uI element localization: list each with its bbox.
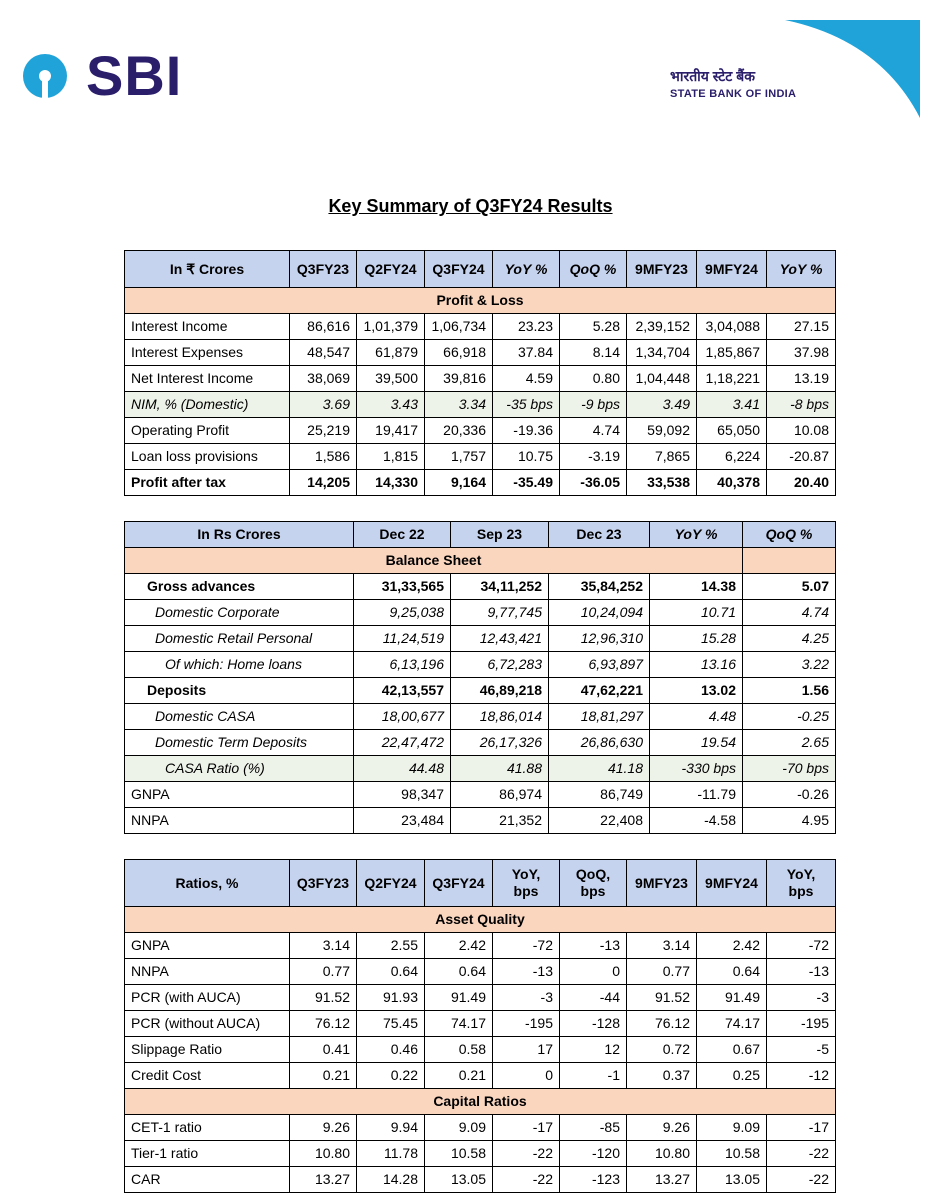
table-cell: 91.52 bbox=[627, 985, 697, 1011]
column-header: YoY % bbox=[650, 522, 743, 548]
table-cell: 3.14 bbox=[627, 933, 697, 959]
table-row bbox=[125, 340, 836, 366]
table-cell: 44.48 bbox=[354, 756, 451, 782]
section-row bbox=[125, 288, 836, 314]
table-cell: 17 bbox=[493, 1037, 560, 1063]
table-header-row bbox=[125, 251, 836, 288]
page-title: Key Summary of Q3FY24 Results bbox=[328, 196, 613, 216]
column-header: 9MFY24 bbox=[697, 860, 767, 907]
table-cell: -13 bbox=[560, 933, 627, 959]
table-row bbox=[125, 678, 836, 704]
row-label: NNPA bbox=[125, 808, 354, 834]
table-cell: 22,408 bbox=[549, 808, 650, 834]
table-cell: 5.07 bbox=[743, 574, 836, 600]
column-header: Dec 23 bbox=[549, 522, 650, 548]
table-cell: 31,33,565 bbox=[354, 574, 451, 600]
table-cell: 0.22 bbox=[357, 1063, 425, 1089]
table-cell: -0.26 bbox=[743, 782, 836, 808]
table-cell: -11.79 bbox=[650, 782, 743, 808]
table-cell: 0.37 bbox=[627, 1063, 697, 1089]
row-label: CASA Ratio (%) bbox=[125, 756, 354, 782]
table-cell: 4.74 bbox=[560, 418, 627, 444]
table-cell: 39,816 bbox=[425, 366, 493, 392]
table-cell: 37.84 bbox=[493, 340, 560, 366]
row-label: Domestic CASA bbox=[125, 704, 354, 730]
table-cell: 98,347 bbox=[354, 782, 451, 808]
table-cell: -5 bbox=[767, 1037, 836, 1063]
column-header: YoY % bbox=[767, 251, 836, 288]
table-cell: 14.38 bbox=[650, 574, 743, 600]
row-label: Interest Expenses bbox=[125, 340, 290, 366]
bank-name-hindi: भारतीय स्टेट बैंक bbox=[670, 68, 756, 84]
table-cell: 25,219 bbox=[290, 418, 357, 444]
table-cell: -22 bbox=[767, 1167, 836, 1193]
table-cell: 1,815 bbox=[357, 444, 425, 470]
table-cell: -13 bbox=[767, 959, 836, 985]
table-cell: 13.16 bbox=[650, 652, 743, 678]
table-row bbox=[125, 985, 836, 1011]
table-cell: 21,352 bbox=[451, 808, 549, 834]
table-cell: -17 bbox=[493, 1115, 560, 1141]
table-cell: 27.15 bbox=[767, 314, 836, 340]
row-label: Credit Cost bbox=[125, 1063, 290, 1089]
table-cell: 3.41 bbox=[697, 392, 767, 418]
table-cell: 0.21 bbox=[425, 1063, 493, 1089]
balance-sheet-table bbox=[124, 521, 836, 834]
table-cell: 10.58 bbox=[425, 1141, 493, 1167]
table-row bbox=[125, 730, 836, 756]
table-cell: -9 bps bbox=[560, 392, 627, 418]
table-cell: 15.28 bbox=[650, 626, 743, 652]
table-cell: 0 bbox=[560, 959, 627, 985]
table-cell: 26,17,326 bbox=[451, 730, 549, 756]
table-cell: 86,749 bbox=[549, 782, 650, 808]
table-cell: 39,500 bbox=[357, 366, 425, 392]
table-cell: 4.95 bbox=[743, 808, 836, 834]
table-cell: 1,85,867 bbox=[697, 340, 767, 366]
table-cell: 4.74 bbox=[743, 600, 836, 626]
table-cell: 47,62,221 bbox=[549, 678, 650, 704]
table-cell: -35 bps bbox=[493, 392, 560, 418]
table-cell: 1,18,221 bbox=[697, 366, 767, 392]
table-cell: 35,84,252 bbox=[549, 574, 650, 600]
table-cell: 3.22 bbox=[743, 652, 836, 678]
table-cell: 0 bbox=[493, 1063, 560, 1089]
table-cell: -72 bbox=[767, 933, 836, 959]
table-cell: 59,092 bbox=[627, 418, 697, 444]
table-cell: -195 bbox=[767, 1011, 836, 1037]
table-cell: 3.49 bbox=[627, 392, 697, 418]
table-cell: 6,13,196 bbox=[354, 652, 451, 678]
column-header: Q3FY23 bbox=[290, 860, 357, 907]
table-row bbox=[125, 1011, 836, 1037]
table-cell: 6,72,283 bbox=[451, 652, 549, 678]
table-cell: 10.80 bbox=[627, 1141, 697, 1167]
table-cell: 13.02 bbox=[650, 678, 743, 704]
table-cell: 6,224 bbox=[697, 444, 767, 470]
table-row bbox=[125, 444, 836, 470]
row-label: Profit after tax bbox=[125, 470, 290, 496]
table-cell: 66,918 bbox=[425, 340, 493, 366]
table-cell: -120 bbox=[560, 1141, 627, 1167]
table-cell: 10,24,094 bbox=[549, 600, 650, 626]
table-cell: -3.19 bbox=[560, 444, 627, 470]
table-cell: -44 bbox=[560, 985, 627, 1011]
table-cell: 0.64 bbox=[425, 959, 493, 985]
table-cell: -22 bbox=[767, 1141, 836, 1167]
table-cell: 0.58 bbox=[425, 1037, 493, 1063]
section-label: Capital Ratios bbox=[125, 1089, 836, 1115]
table-row bbox=[125, 782, 836, 808]
table-cell: 38,069 bbox=[290, 366, 357, 392]
row-label: PCR (with AUCA) bbox=[125, 985, 290, 1011]
row-label: Deposits bbox=[125, 678, 354, 704]
table-cell: -13 bbox=[493, 959, 560, 985]
table-cell: 1,06,734 bbox=[425, 314, 493, 340]
table-cell: -17 bbox=[767, 1115, 836, 1141]
table-cell: 20,336 bbox=[425, 418, 493, 444]
table-cell: 22,47,472 bbox=[354, 730, 451, 756]
table-cell: 1,757 bbox=[425, 444, 493, 470]
table-cell: 74.17 bbox=[425, 1011, 493, 1037]
table-cell: 13.19 bbox=[767, 366, 836, 392]
table-row bbox=[125, 756, 836, 782]
table-row bbox=[125, 418, 836, 444]
table-cell: 2.65 bbox=[743, 730, 836, 756]
table-cell: 0.64 bbox=[697, 959, 767, 985]
table-cell: 8.14 bbox=[560, 340, 627, 366]
table-cell: 91.52 bbox=[290, 985, 357, 1011]
table-row bbox=[125, 366, 836, 392]
table-cell: 76.12 bbox=[290, 1011, 357, 1037]
table-cell: 3,04,088 bbox=[697, 314, 767, 340]
column-header: QoQ, bps bbox=[560, 860, 627, 907]
table-cell: 10.71 bbox=[650, 600, 743, 626]
table-cell: 86,616 bbox=[290, 314, 357, 340]
table-cell: -128 bbox=[560, 1011, 627, 1037]
table-cell: 10.75 bbox=[493, 444, 560, 470]
row-label: CAR bbox=[125, 1167, 290, 1193]
table-cell: -20.87 bbox=[767, 444, 836, 470]
table-cell: 4.48 bbox=[650, 704, 743, 730]
table-cell: 1,01,379 bbox=[357, 314, 425, 340]
table-cell: 0.46 bbox=[357, 1037, 425, 1063]
row-label: GNPA bbox=[125, 782, 354, 808]
row-label: Interest Income bbox=[125, 314, 290, 340]
column-header: Q3FY24 bbox=[425, 251, 493, 288]
table-cell: 0.64 bbox=[357, 959, 425, 985]
corner-swoosh-icon bbox=[0, 0, 941, 130]
table-cell: 9.09 bbox=[425, 1115, 493, 1141]
table-row bbox=[125, 392, 836, 418]
table-cell: 12,43,421 bbox=[451, 626, 549, 652]
table-cell: 91.49 bbox=[425, 985, 493, 1011]
table-row bbox=[125, 470, 836, 496]
table-cell: 9,164 bbox=[425, 470, 493, 496]
table-cell: 76.12 bbox=[627, 1011, 697, 1037]
table-row bbox=[125, 1063, 836, 1089]
row-label: Net Interest Income bbox=[125, 366, 290, 392]
table-row bbox=[125, 314, 836, 340]
table-cell: 0.21 bbox=[290, 1063, 357, 1089]
row-label: NIM, % (Domestic) bbox=[125, 392, 290, 418]
table-cell: -3 bbox=[493, 985, 560, 1011]
table-row bbox=[125, 933, 836, 959]
profit-loss-table bbox=[124, 250, 836, 496]
table-cell: -4.58 bbox=[650, 808, 743, 834]
row-label: Operating Profit bbox=[125, 418, 290, 444]
table-cell: 2.42 bbox=[697, 933, 767, 959]
table-cell: 9.26 bbox=[290, 1115, 357, 1141]
column-header: QoQ % bbox=[743, 522, 836, 548]
logo-text: SBI bbox=[86, 44, 183, 107]
table-cell: 26,86,630 bbox=[549, 730, 650, 756]
column-header: Q3FY23 bbox=[290, 251, 357, 288]
table-cell: 0.77 bbox=[290, 959, 357, 985]
table-cell: 7,865 bbox=[627, 444, 697, 470]
table-cell: 3.69 bbox=[290, 392, 357, 418]
table-cell: 33,538 bbox=[627, 470, 697, 496]
table-cell: 20.40 bbox=[767, 470, 836, 496]
table-cell: 91.49 bbox=[697, 985, 767, 1011]
table-cell: 12 bbox=[560, 1037, 627, 1063]
column-header: YoY, bps bbox=[767, 860, 836, 907]
table-cell: 2.55 bbox=[357, 933, 425, 959]
table-cell: 1,586 bbox=[290, 444, 357, 470]
table-cell: -330 bps bbox=[650, 756, 743, 782]
column-header: YoY, bps bbox=[493, 860, 560, 907]
table-cell: -85 bbox=[560, 1115, 627, 1141]
table-cell: 9.26 bbox=[627, 1115, 697, 1141]
table-cell: -3 bbox=[767, 985, 836, 1011]
table-row bbox=[125, 652, 836, 678]
row-label: Loan loss provisions bbox=[125, 444, 290, 470]
section-row bbox=[125, 907, 836, 933]
table-row bbox=[125, 574, 836, 600]
table-cell: 19,417 bbox=[357, 418, 425, 444]
table-cell: 18,86,014 bbox=[451, 704, 549, 730]
row-label: PCR (without AUCA) bbox=[125, 1011, 290, 1037]
column-header: Q3FY24 bbox=[425, 860, 493, 907]
table-cell: 18,81,297 bbox=[549, 704, 650, 730]
table-cell: 61,879 bbox=[357, 340, 425, 366]
row-label: Slippage Ratio bbox=[125, 1037, 290, 1063]
column-header: 9MFY23 bbox=[627, 860, 697, 907]
table-cell: 75.45 bbox=[357, 1011, 425, 1037]
table-cell: 18,00,677 bbox=[354, 704, 451, 730]
column-header: In ₹ Crores bbox=[125, 251, 290, 288]
table-cell: -12 bbox=[767, 1063, 836, 1089]
section-row bbox=[125, 1089, 836, 1115]
column-header: In Rs Crores bbox=[125, 522, 354, 548]
table-row bbox=[125, 1141, 836, 1167]
column-header: YoY % bbox=[493, 251, 560, 288]
table-cell: -19.36 bbox=[493, 418, 560, 444]
row-label: NNPA bbox=[125, 959, 290, 985]
table-cell: 34,11,252 bbox=[451, 574, 549, 600]
table-cell: 13.05 bbox=[425, 1167, 493, 1193]
table-cell: 13.27 bbox=[627, 1167, 697, 1193]
table-cell: 1,04,448 bbox=[627, 366, 697, 392]
table-cell: 0.41 bbox=[290, 1037, 357, 1063]
column-header: QoQ % bbox=[560, 251, 627, 288]
table-cell: 48,547 bbox=[290, 340, 357, 366]
table-cell: 23.23 bbox=[493, 314, 560, 340]
table-header-row bbox=[125, 522, 836, 548]
section-label: Asset Quality bbox=[125, 907, 836, 933]
table-cell: 91.93 bbox=[357, 985, 425, 1011]
row-label: CET-1 ratio bbox=[125, 1115, 290, 1141]
table-cell: 9,25,038 bbox=[354, 600, 451, 626]
table-cell: 14.28 bbox=[357, 1167, 425, 1193]
table-cell: 23,484 bbox=[354, 808, 451, 834]
table-cell: -22 bbox=[493, 1167, 560, 1193]
table-cell: 3.43 bbox=[357, 392, 425, 418]
column-header: Ratios, % bbox=[125, 860, 290, 907]
table-cell: 1,34,704 bbox=[627, 340, 697, 366]
table-cell: 10.58 bbox=[697, 1141, 767, 1167]
table-cell: -35.49 bbox=[493, 470, 560, 496]
section-label: Balance Sheet bbox=[125, 548, 743, 574]
table-cell: 11.78 bbox=[357, 1141, 425, 1167]
table-cell: -36.05 bbox=[560, 470, 627, 496]
row-label: Domestic Retail Personal bbox=[125, 626, 354, 652]
column-header: 9MFY24 bbox=[697, 251, 767, 288]
section-row bbox=[125, 548, 836, 574]
table-cell: 3.14 bbox=[290, 933, 357, 959]
table-cell: 0.80 bbox=[560, 366, 627, 392]
table-row bbox=[125, 626, 836, 652]
table-cell: 3.34 bbox=[425, 392, 493, 418]
column-header: Q2FY24 bbox=[357, 860, 425, 907]
table-cell: -8 bps bbox=[767, 392, 836, 418]
row-label: GNPA bbox=[125, 933, 290, 959]
table-cell: -0.25 bbox=[743, 704, 836, 730]
table-row bbox=[125, 808, 836, 834]
table-cell: 10.80 bbox=[290, 1141, 357, 1167]
table-cell: 4.25 bbox=[743, 626, 836, 652]
column-header: 9MFY23 bbox=[627, 251, 697, 288]
table-row bbox=[125, 959, 836, 985]
row-label: Domestic Corporate bbox=[125, 600, 354, 626]
table-cell: 10.08 bbox=[767, 418, 836, 444]
section-label: Profit & Loss bbox=[125, 288, 836, 314]
row-label: Tier-1 ratio bbox=[125, 1141, 290, 1167]
table-cell: 86,974 bbox=[451, 782, 549, 808]
table-row bbox=[125, 704, 836, 730]
table-cell: 40,378 bbox=[697, 470, 767, 496]
column-header: Q2FY24 bbox=[357, 251, 425, 288]
table-cell: -72 bbox=[493, 933, 560, 959]
table-cell: 5.28 bbox=[560, 314, 627, 340]
table-cell: 1.56 bbox=[743, 678, 836, 704]
bank-name-english: STATE BANK OF INDIA bbox=[670, 88, 797, 100]
table-cell: 11,24,519 bbox=[354, 626, 451, 652]
table-cell: 9.09 bbox=[697, 1115, 767, 1141]
table-cell: 42,13,557 bbox=[354, 678, 451, 704]
row-label: Gross advances bbox=[125, 574, 354, 600]
table-cell: 14,205 bbox=[290, 470, 357, 496]
table-cell: 13.05 bbox=[697, 1167, 767, 1193]
column-header: Sep 23 bbox=[451, 522, 549, 548]
table-cell: 9,77,745 bbox=[451, 600, 549, 626]
table-cell: 13.27 bbox=[290, 1167, 357, 1193]
table-cell: 0.72 bbox=[627, 1037, 697, 1063]
table-cell: 41.18 bbox=[549, 756, 650, 782]
table-cell: 74.17 bbox=[697, 1011, 767, 1037]
table-cell: 2.42 bbox=[425, 933, 493, 959]
row-label: Domestic Term Deposits bbox=[125, 730, 354, 756]
table-cell: 65,050 bbox=[697, 418, 767, 444]
column-header: Dec 22 bbox=[354, 522, 451, 548]
table-cell: 46,89,218 bbox=[451, 678, 549, 704]
table-header-row bbox=[125, 860, 836, 907]
table-cell: -70 bps bbox=[743, 756, 836, 782]
table-cell: 12,96,310 bbox=[549, 626, 650, 652]
table-cell: 0.25 bbox=[697, 1063, 767, 1089]
table-row bbox=[125, 1037, 836, 1063]
table-row bbox=[125, 600, 836, 626]
row-label: Of which: Home loans bbox=[125, 652, 354, 678]
section-blank bbox=[743, 548, 836, 574]
table-cell: -123 bbox=[560, 1167, 627, 1193]
table-cell: 0.77 bbox=[627, 959, 697, 985]
table-cell: 4.59 bbox=[493, 366, 560, 392]
table-cell: 2,39,152 bbox=[627, 314, 697, 340]
table-cell: -195 bbox=[493, 1011, 560, 1037]
table-row bbox=[125, 1167, 836, 1193]
table-cell: 41.88 bbox=[451, 756, 549, 782]
table-cell: 6,93,897 bbox=[549, 652, 650, 678]
table-cell: 0.67 bbox=[697, 1037, 767, 1063]
table-cell: 9.94 bbox=[357, 1115, 425, 1141]
table-cell: -1 bbox=[560, 1063, 627, 1089]
table-cell: 37.98 bbox=[767, 340, 836, 366]
table-cell: 19.54 bbox=[650, 730, 743, 756]
table-row bbox=[125, 1115, 836, 1141]
table-cell: -22 bbox=[493, 1141, 560, 1167]
table-cell: 14,330 bbox=[357, 470, 425, 496]
ratios-table bbox=[124, 859, 836, 1193]
